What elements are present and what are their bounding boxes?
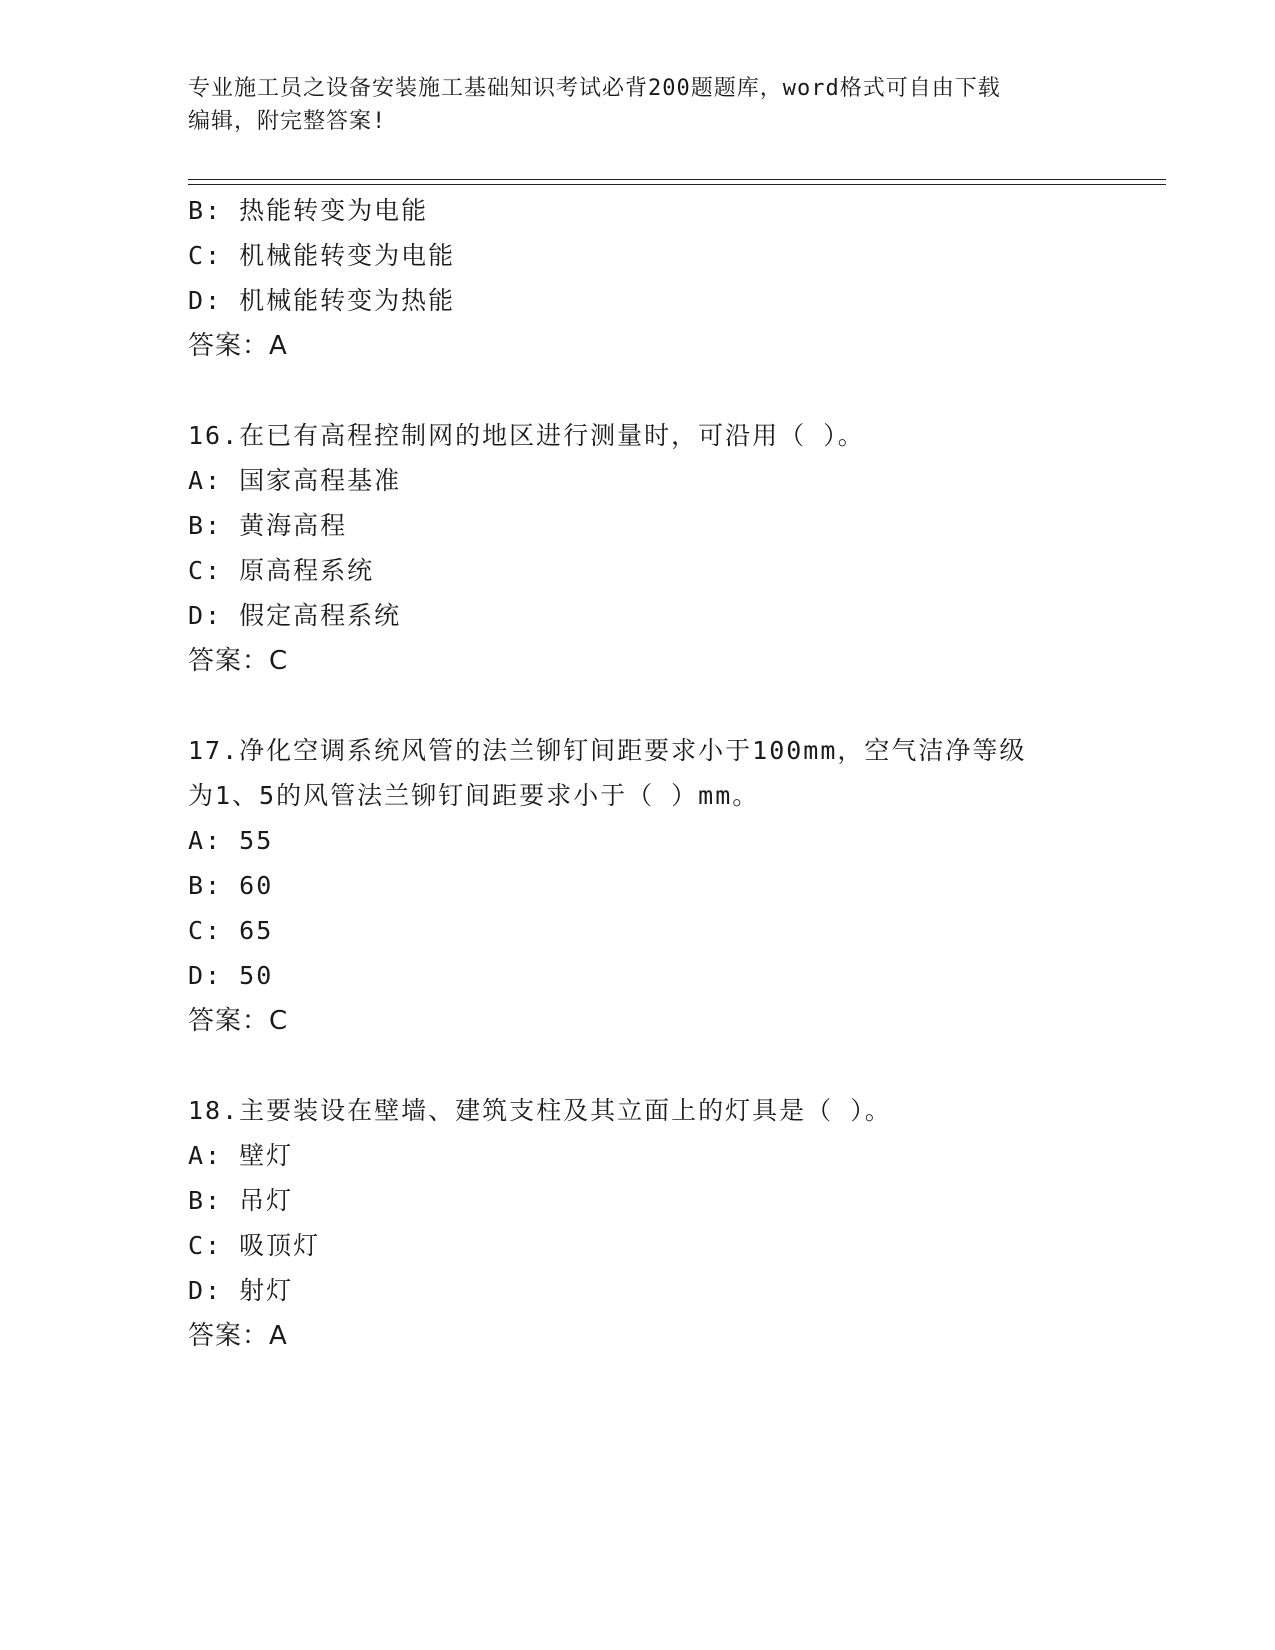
title-line-2: 编辑，附完整答案!	[188, 109, 387, 134]
q16-option-a: A: 国家高程基准	[188, 466, 402, 495]
q17-option-a: A: 55	[188, 826, 274, 855]
q16-option-c: C: 原高程系统	[188, 556, 375, 585]
q18-question: 18.主要装设在壁墙、建筑支柱及其立面上的灯具是（ ）。	[188, 1096, 892, 1125]
q15-option-d: D: 机械能转变为热能	[188, 286, 456, 315]
q17-answer: 答案：C	[188, 1006, 289, 1036]
header-divider-thick	[188, 184, 1166, 185]
document-title	[188, 72, 1088, 138]
q18-option-d: D: 射灯	[188, 1276, 294, 1305]
q18-option-c: C: 吸顶灯	[188, 1231, 321, 1260]
q17-question-line-2: 为1、5的风管法兰铆钉间距要求小于（ ）mm。	[188, 781, 760, 810]
title-line-1: 专业施工员之设备安装施工基础知识考试必背200题题库，word格式可自由下载	[188, 76, 1001, 101]
q16-answer: 答案：C	[188, 646, 289, 676]
q17-question-line-1: 17.净化空调系统风管的法兰铆钉间距要求小于100mm，空气洁净等级	[188, 736, 1027, 765]
q18-answer: 答案：A	[188, 1321, 288, 1351]
q17-option-b: B: 60	[188, 871, 274, 900]
q15-answer: 答案：A	[188, 331, 288, 361]
q16-option-d: D: 假定高程系统	[188, 601, 402, 630]
q17-option-c: C: 65	[188, 916, 274, 945]
q16-question: 16.在已有高程控制网的地区进行测量时，可沿用（ ）。	[188, 421, 865, 450]
q18-option-a: A: 壁灯	[188, 1141, 294, 1170]
q16-option-b: B: 黄海高程	[188, 511, 348, 540]
q18-option-b: B: 吊灯	[188, 1186, 294, 1215]
q17-option-d: D: 50	[188, 961, 274, 990]
q15-option-c: C: 机械能转变为电能	[188, 241, 456, 270]
header-divider-thin	[188, 179, 1166, 180]
q15-option-b: B: 热能转变为电能	[188, 196, 429, 225]
